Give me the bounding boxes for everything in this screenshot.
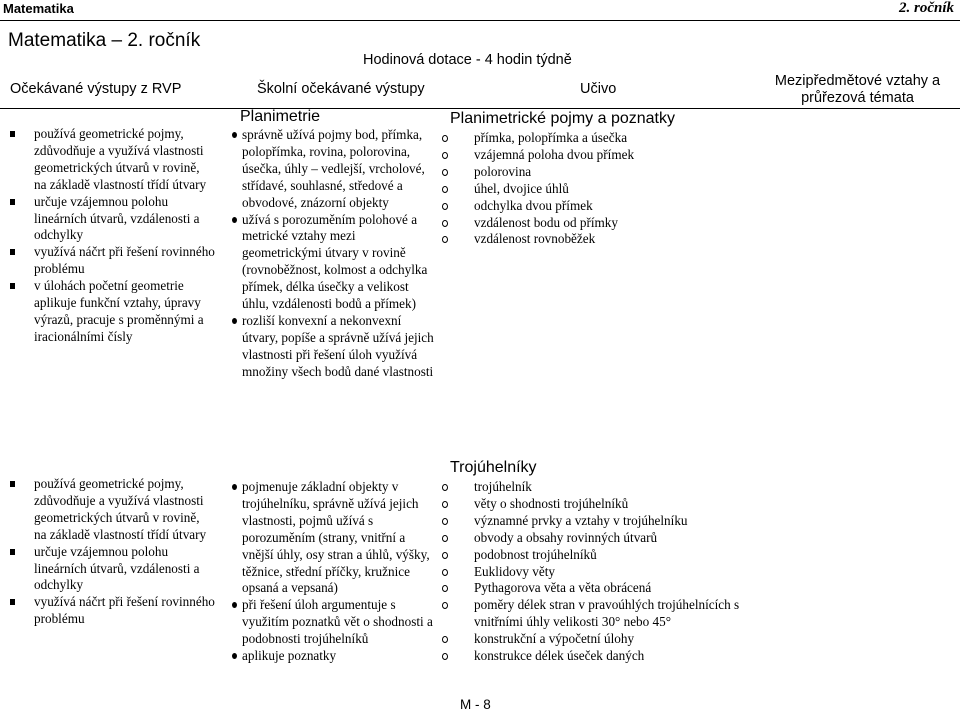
dot-bullet-icon bbox=[232, 484, 237, 490]
curriculum-list bbox=[440, 130, 740, 248]
list-item: rozliší konvexní a nekonvexní útvary, popíše a správně užívá jejich vlastnosti při řešení úloh využívá množiny všech bodů dané vlastnosti bbox=[232, 313, 435, 381]
list-item: věty o shodnosti trojúhelníků bbox=[440, 496, 740, 513]
list-item: přímka, polopřímka a úsečka bbox=[440, 130, 740, 147]
circle-bullet-icon bbox=[442, 653, 448, 660]
curriculum-list bbox=[440, 479, 740, 665]
circle-bullet-icon bbox=[442, 484, 448, 491]
circle-bullet-icon bbox=[442, 552, 448, 559]
header-subject: Matematika bbox=[3, 1, 74, 16]
circle-bullet-icon bbox=[442, 220, 448, 227]
dot-bullet-icon bbox=[232, 653, 237, 659]
dot-bullet-icon bbox=[232, 318, 237, 324]
dot-bullet-icon bbox=[232, 217, 237, 223]
square-bullet-icon bbox=[10, 283, 15, 289]
list-item: užívá s porozuměním polohové a metrické vztahy mezi geometrickými útvary v rovině (rovnoběžnost, kolmost a odchylka přímek, délka úsečky a velikost úhlu, vzdálenosti bodů a přímek) bbox=[232, 212, 435, 313]
list-item: využívá náčrt při řešení rovinného problému bbox=[10, 244, 215, 278]
list-item: podobnost trojúhelníků bbox=[440, 547, 740, 564]
document-title: Matematika – 2. ročník bbox=[8, 30, 201, 51]
page-number: M - 8 bbox=[460, 697, 491, 712]
list-item: úhel, dvojice úhlů bbox=[440, 181, 740, 198]
rvp-list bbox=[10, 476, 215, 628]
list-item: správně užívá pojmy bod, přímka, polopřímka, rovina, polorovina, úsečka, úhly – vedlejší, vrcholové, střídavé, souhlasné, středové a obvodové, znázorní objekty bbox=[232, 127, 435, 212]
square-bullet-icon bbox=[10, 249, 15, 255]
circle-bullet-icon bbox=[442, 535, 448, 542]
list-item: určuje vzájemnou polohu lineárních útvarů, vzdálenosti a odchylky bbox=[10, 544, 215, 595]
list-item: významné prvky a vztahy v trojúhelníku bbox=[440, 513, 740, 530]
section-title: Trojúhelníky bbox=[450, 459, 537, 476]
section-title: Planimetrie bbox=[240, 108, 321, 125]
circle-bullet-icon bbox=[442, 203, 448, 210]
circle-bullet-icon bbox=[442, 186, 448, 193]
list-item: konstrukční a výpočetní úlohy bbox=[440, 631, 740, 648]
list-item: využívá náčrt při řešení rovinného problému bbox=[10, 594, 215, 628]
header-divider bbox=[0, 108, 960, 109]
rvp-cell-triangles bbox=[10, 476, 215, 628]
circle-bullet-icon bbox=[442, 569, 448, 576]
list-item: pojmenuje základní objekty v trojúhelníku, správně užívá jejich vlastnosti, pojmů užívá s porozuměním (strany, vnitřní a vnější úhly, osy stran a úhlů, výšky, těžnice, střední příčky, kružnice opsaná a vepsaná) bbox=[232, 479, 435, 597]
circle-bullet-icon bbox=[442, 602, 448, 609]
school-outcomes-cell-planimetrie bbox=[230, 108, 435, 381]
list-item: Pythagorova věta a věta obrácená bbox=[440, 580, 740, 597]
list-item: poměry délek stran v pravoúhlých trojúhelnících s vnitřními úhly velikosti 30° nebo 45° bbox=[440, 597, 740, 631]
curriculum-cell-planimetrie bbox=[440, 110, 740, 248]
square-bullet-icon bbox=[10, 549, 15, 555]
square-bullet-icon bbox=[10, 599, 15, 605]
list-item: používá geometrické pojmy, zdůvodňuje a využívá vlastnosti geometrických útvarů v rovině, na základě vlastností třídí útvary bbox=[10, 126, 215, 194]
circle-bullet-icon bbox=[442, 236, 448, 243]
curriculum-cell-triangles bbox=[440, 459, 740, 665]
circle-bullet-icon bbox=[442, 135, 448, 142]
square-bullet-icon bbox=[10, 481, 15, 487]
rvp-cell-planimetrie bbox=[10, 126, 215, 346]
circle-bullet-icon bbox=[442, 152, 448, 159]
circle-bullet-icon bbox=[442, 585, 448, 592]
column-header-rvp: Očekávané výstupy z RVP bbox=[10, 81, 182, 97]
list-item: v úlohách početní geometrie aplikuje funkční vztahy, úpravy výrazů, pracuje s proměnnými a iracionálními čísly bbox=[10, 278, 215, 346]
circle-bullet-icon bbox=[442, 636, 448, 643]
school-outcomes-cell-triangles bbox=[230, 479, 435, 665]
square-bullet-icon bbox=[10, 131, 15, 137]
list-item: při řešení úloh argumentuje s využitím poznatků vět o shodnosti a podobnosti trojúhelníků bbox=[232, 597, 435, 648]
list-item: vzájemná poloha dvou přímek bbox=[440, 147, 740, 164]
section-title: Planimetrické pojmy a poznatky bbox=[450, 110, 675, 127]
list-item: odchylka dvou přímek bbox=[440, 198, 740, 215]
column-header-curriculum: Učivo bbox=[580, 81, 617, 97]
list-item: polorovina bbox=[440, 164, 740, 181]
outcomes-list bbox=[232, 127, 435, 381]
list-item: konstrukce délek úseček daných bbox=[440, 648, 740, 665]
list-item: určuje vzájemnou polohu lineárních útvarů, vzdálenosti a odchylky bbox=[10, 194, 215, 245]
column-header-school-outcomes: Školní očekávané výstupy bbox=[257, 81, 425, 97]
outcomes-list bbox=[232, 479, 435, 665]
circle-bullet-icon bbox=[442, 501, 448, 508]
square-bullet-icon bbox=[10, 199, 15, 205]
list-item: obvody a obsahy rovinných útvarů bbox=[440, 530, 740, 547]
list-item: používá geometrické pojmy, zdůvodňuje a využívá vlastnosti geometrických útvarů v rovině, na základě vlastností třídí útvary bbox=[10, 476, 215, 544]
column-header-cross-curricular: Mezipředmětové vztahy a průřezová témata bbox=[774, 73, 941, 106]
page-header bbox=[0, 0, 960, 21]
list-item: vzdálenost rovnoběžek bbox=[440, 231, 740, 248]
list-item: vzdálenost bodu od přímky bbox=[440, 215, 740, 232]
header-grade: 2. ročník bbox=[898, 0, 954, 16]
list-item: aplikuje poznatky bbox=[232, 648, 435, 665]
dot-bullet-icon bbox=[232, 602, 237, 608]
hours-allocation: Hodinová dotace - 4 hodin týdně bbox=[363, 52, 572, 68]
circle-bullet-icon bbox=[442, 518, 448, 525]
rvp-list bbox=[10, 126, 215, 346]
circle-bullet-icon bbox=[442, 169, 448, 176]
dot-bullet-icon bbox=[232, 132, 237, 138]
list-item: Euklidovy věty bbox=[440, 564, 740, 581]
list-item: trojúhelník bbox=[440, 479, 740, 496]
